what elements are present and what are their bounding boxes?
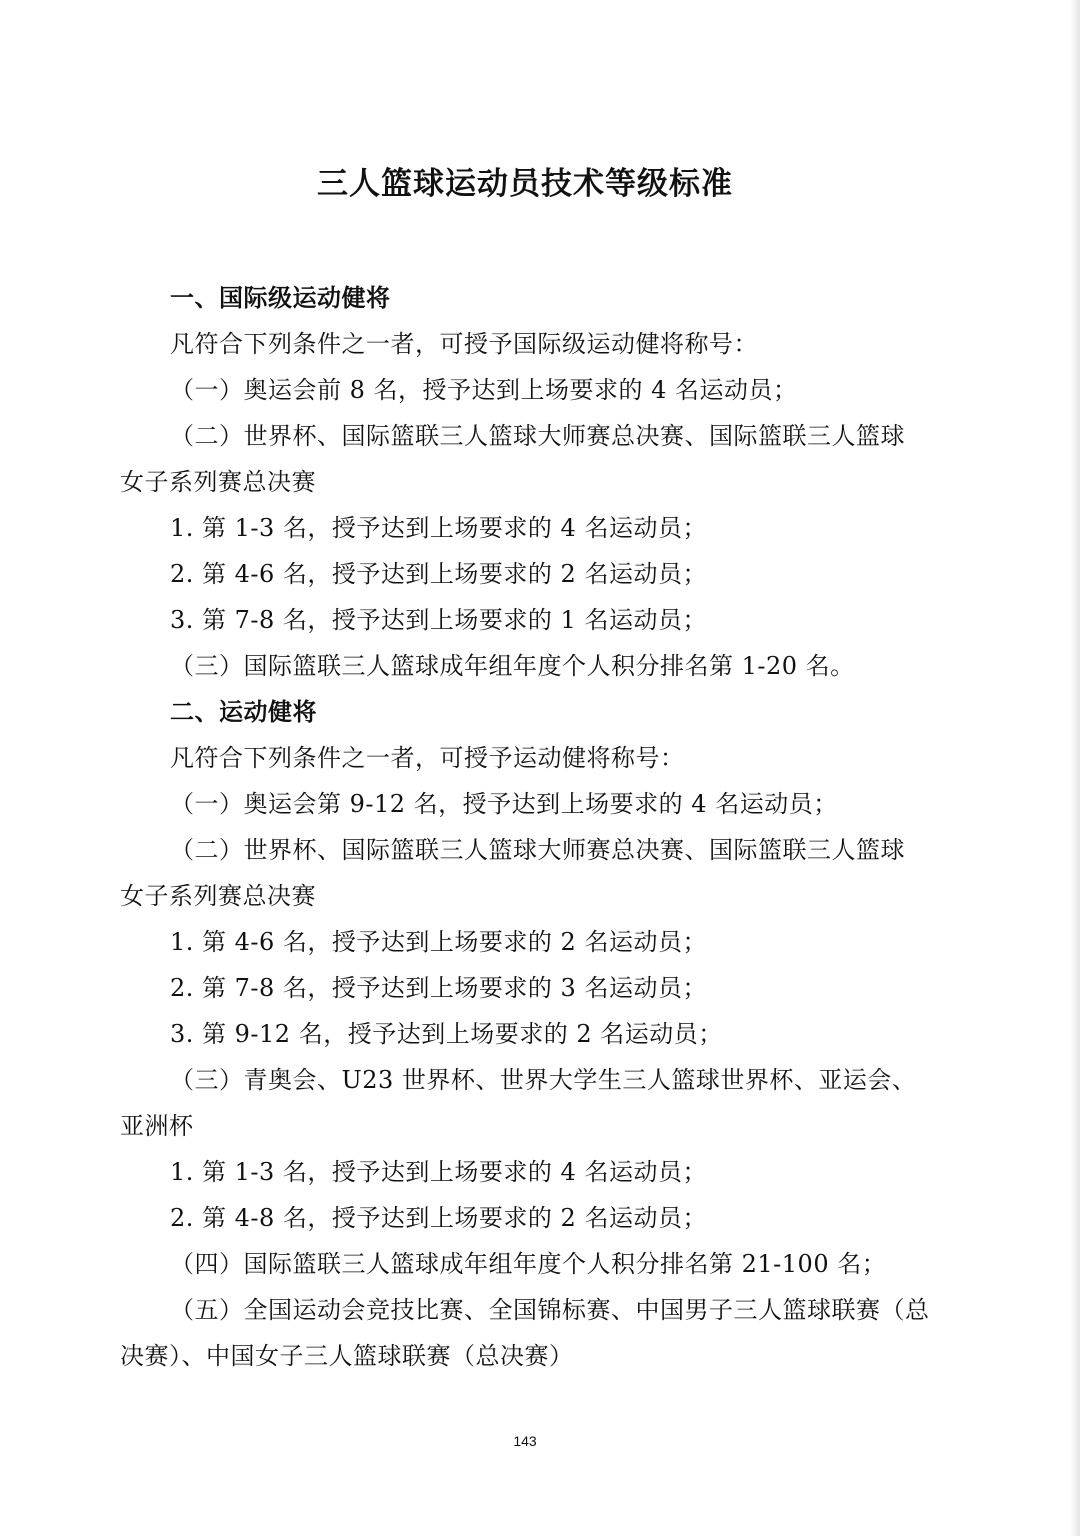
paragraph-line: 凡符合下列条件之一者，可授予国际级运动健将称号： <box>170 330 758 358</box>
paragraph-line: 女子系列赛总决赛 <box>120 882 316 910</box>
paragraph-line: （三）青奥会、U23 世界杯、世界大学生三人篮球世界杯、亚运会、 <box>170 1066 917 1094</box>
paragraph-line: 亚洲杯 <box>120 1112 194 1140</box>
section-heading-master: 二、运动健将 <box>170 698 317 726</box>
paragraph-line: （一）奥运会第 9-12 名，授予达到上场要求的 4 名运动员； <box>170 790 838 818</box>
list-item: 3. 第 9-12 名，授予达到上场要求的 2 名运动员； <box>170 1020 723 1048</box>
page-number: 143 <box>513 1433 537 1449</box>
list-item: 2. 第 4-8 名，授予达到上场要求的 2 名运动员； <box>170 1204 707 1232</box>
list-item: 1. 第 4-6 名，授予达到上场要求的 2 名运动员； <box>170 928 707 956</box>
paragraph-line: （一）奥运会前 8 名，授予达到上场要求的 4 名运动员； <box>170 376 798 404</box>
paragraph-line: （二）世界杯、国际篮联三人篮球大师赛总决赛、国际篮联三人篮球 <box>170 836 905 864</box>
paragraph-line: （五）全国运动会竞技比赛、全国锦标赛、中国男子三人篮球联赛（总 <box>170 1296 930 1324</box>
paragraph-line: 凡符合下列条件之一者，可授予运动健将称号： <box>170 744 685 772</box>
document-title: 三人篮球运动员技术等级标准 <box>317 166 733 202</box>
list-item: 3. 第 7-8 名，授予达到上场要求的 1 名运动员； <box>170 606 707 634</box>
page-edge-shadow <box>1070 0 1080 1536</box>
list-item: 2. 第 4-6 名，授予达到上场要求的 2 名运动员； <box>170 560 707 588</box>
paragraph-line: （二）世界杯、国际篮联三人篮球大师赛总决赛、国际篮联三人篮球 <box>170 422 905 450</box>
paragraph-line: （三）国际篮联三人篮球成年组年度个人积分排名第 1-20 名。 <box>170 652 855 680</box>
paragraph-line: （四）国际篮联三人篮球成年组年度个人积分排名第 21-100 名； <box>170 1250 887 1278</box>
list-item: 1. 第 1-3 名，授予达到上场要求的 4 名运动员； <box>170 1158 707 1186</box>
section-heading-international-master: 一、国际级运动健将 <box>170 284 391 312</box>
paragraph-line: 决赛）、中国女子三人篮球联赛（总决赛） <box>120 1342 574 1370</box>
paragraph-line: 女子系列赛总决赛 <box>120 468 316 496</box>
list-item: 1. 第 1-3 名，授予达到上场要求的 4 名运动员； <box>170 514 707 542</box>
list-item: 2. 第 7-8 名，授予达到上场要求的 3 名运动员； <box>170 974 707 1002</box>
